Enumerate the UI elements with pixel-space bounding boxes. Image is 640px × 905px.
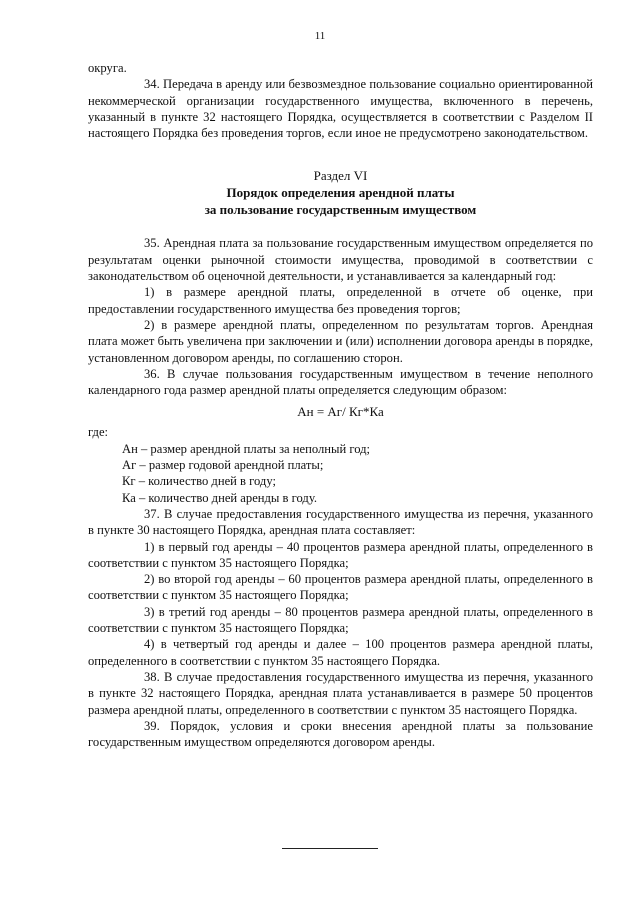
paragraph-37-item: 1) в первый год аренды – 40 процентов размера арендной платы, определенного в соответствии с пунктом 35 настоящего Порядка; [88, 539, 593, 570]
section-heading-line-1: Порядок определения арендной платы [226, 185, 455, 201]
paragraph-38: 38. В случае предоставления государственного имущества из перечня, указанного в пункте 32 настоящего Порядка, арендная плата устанавливается в размере 50 процентов размера арендной платы, определенного в соответствии с пунктом 35 настоящего Порядка. [88, 669, 593, 717]
paragraph-34: 34. Передача в аренду или безвозмездное пользование социально ориентированной некоммерческой организации государственного имущества, включенного в перечень, указанный в пункте 32 настоящего Порядка, осуществляется в соответствии с Разделом II настоящего Порядка без проведения торгов, если иное не предусмотрено законодательством. [88, 77, 593, 141]
paragraph-37-item: 3) в третий год аренды – 80 процентов размера арендной платы, определенного в соответствии с пунктом 35 настоящего Порядка; [88, 604, 593, 636]
rent-formula: Ан = Аг/ Кг*Ка [297, 404, 384, 420]
definition-item: Аг – размер годовой арендной платы; [122, 458, 324, 473]
definition-item: Ан – размер арендной платы за неполный год; [122, 441, 371, 456]
paragraph-37-item: 2) во второй год аренды – 60 процентов размера арендной платы, определенного в соответствии с пунктом 35 настоящего Порядка; [88, 572, 593, 603]
section-heading-line-2: за пользование государственным имуществом [204, 202, 477, 218]
page-number: 11 [314, 30, 326, 42]
paragraph-39: 39. Порядок, условия и сроки внесения арендной платы за пользование государственным имуществом определяются договором аренды. [88, 718, 593, 750]
formula-definitions [88, 441, 593, 506]
document-body [88, 60, 593, 750]
paragraph-37: 37. В случае предоставления государственного имущества из перечня, указанного в пункте 30 настоящего Порядка, арендная плата составляет: [88, 506, 593, 538]
paragraph-36: 36. В случае пользования государственным имуществом в течение неполного календарного года размер арендной платы определяется следующим образом: [88, 366, 593, 398]
paragraph-35-item-1: 1) в размере арендной платы, определенной в отчете об оценке, при предоставлении государственного имущества без проведения торгов; [88, 285, 593, 316]
paragraph-37-item: 4) в четвертый год аренды и далее – 100 процентов размера арендной платы, определенного в соответствии с пунктом 35 настоящего Порядка. [88, 637, 593, 668]
paragraph-35: 35. Арендная плата за пользование государственным имуществом определяется по результатам оценки рыночной стоимости имущества, проводимой в соответствии с законодательством об оценочной деятельности, и устанавливается за календарный год: [88, 236, 593, 284]
footer-divider [282, 848, 378, 849]
definition-item: Ка – количество дней аренды в году. [122, 490, 318, 505]
paragraph-35-item-2: 2) в размере арендной платы, определенном по результатам торгов. Арендная плата может быть увеличена при заключении и (или) исполнении договора аренды в порядке, установленном договором аренды, по соглашению сторон. [88, 317, 593, 365]
continuation-text: округа. [88, 61, 127, 75]
section-number: Раздел VI [313, 168, 368, 184]
where-label: где: [88, 425, 109, 440]
definition-item: Кг – количество дней в году; [122, 474, 276, 489]
